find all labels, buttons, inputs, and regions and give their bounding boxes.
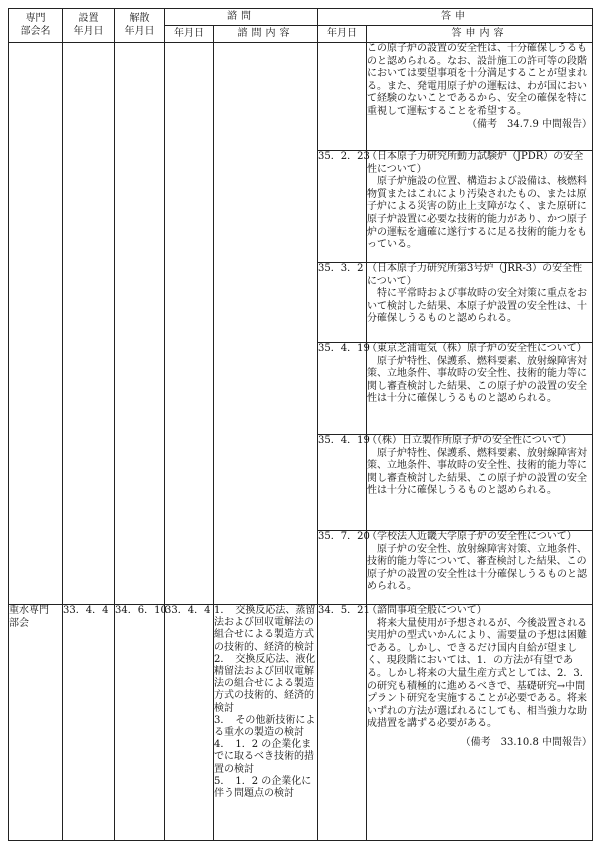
consult-item: 4． 1．2 の企業化までに取るべき技術的措置の検討 [214,739,314,775]
header-dissolved: 解散 年月日 [115,9,165,43]
cell-committee-prev [9,43,63,605]
report-text-body: この原子炉の設置の安全性は、十分確保しうるものと認められる。なお、設計施工の許可等の段階においては要望事項を十分満足することが望まれる。また、発電用原子炉の運転は、わが国において経験のないことであるから、安全の確保を特に重視して運転することを希望する。 [367,43,587,117]
report-text: （日本原子力研究所動力試験炉（JPDR）の安全性について） 原子炉施設の位置、構造および設備は、核燃料物質またはこれにより汚染されたもの、または原子炉による災害の防止上支障がなく、また原研に原子炉設置に必要な技術的能力があり、かつ原子炉の運転を適確に遂行するに足る技術的能力をもっている。 [367,151,593,263]
report-date: 35．7．20 [318,531,367,605]
report-date [318,43,367,151]
header-consultation: 諮問 [165,9,318,26]
report-text [367,605,593,841]
report-text: （日本原子力研究所第3号炉（JRR-3）の安全性について） 特に平常時および事故時の安全対策に重点をおいて検討した結果、本原子炉設置の安全性は、十分確保しうるものと認められる。 [367,263,593,343]
header-report: 答申 [318,9,593,26]
report-text: （学校法人近畿大学原子炉の安全性について） 原子炉の安全性、放射線障害対策、立地条件、技術的能力等について、審査検討した結果、この原子炉の設置の安全性は十分確保しうるものと認められる。 [367,531,593,605]
header-report-content: 答申内容 [367,26,593,43]
report-date: 35．2．23 [318,151,367,263]
consult-item: 2． 交換反応法、液化精留法および回収電解法の組合せによる製造方式の技術的、経済的検討 [214,653,316,714]
consult-item: 3． その他新技術による重水の製造の検討 [214,714,316,739]
cell-dissolved-prev [115,43,165,605]
consult-item: 5． 1．2 の企業化に伴う問題点の検討 [214,775,312,800]
header-committee: 専門 部会名 [9,9,63,43]
consult-date: 33．4．4 [165,605,214,841]
header-established: 設置 年月日 [63,9,115,43]
report-date: 35．4．19 [318,435,367,531]
dissolved-date: 34．6．10 [115,605,165,841]
report-note: （備考 34.7.9 中間報告） [467,118,592,130]
document-page [8,8,592,841]
header-report-date: 年月日 [318,26,367,43]
consult-item: 1． 交換反応法、蒸留法および回収電解法の組合せによる製造方式の技術的、経済的検討 [214,605,316,653]
report-date: 35．3．2 [318,263,367,343]
report-text [367,43,593,151]
cell-consult-content-prev [214,43,318,605]
report-date: 34．5．21 [318,605,367,841]
header-consult-date: 年月日 [165,26,214,43]
cell-established-prev [63,43,115,605]
established-date: 33．4．4 [63,605,115,841]
report-text-body: （諮問事項全般について） 将来大量使用が予想されるが、今後設置される実用炉の型式いかんにより、需要量の予想は困難である。しかし、できるだけ国内自給が望ましく、現段階においては、1．の方法が有望である。しかし将来の大量生産方式としては、2．3．の研究も積極的に進めるべきで、基礎研究→中間プラント研究を実施することが必要である。将来いずれの方法が選ばれるにしても、相当強力な助成措置を講ずる必要がある。 [367,605,590,730]
header-consult-content: 諮問内容 [214,26,318,43]
cell-consult-date-prev [165,43,214,605]
report-note: （備考 33.10.8 中間報告） [460,736,592,748]
consult-items [214,605,318,841]
report-text: （（株）日立製作所原子炉の安全性について） 原子炉特性、保護系、燃料要素、放射線障害対策、立地条件、事故時の安全性、技術的能力等に関し審査検討した結果、この原子炉の設置の安全性は十分に確保しうるものと認められる。 [367,435,593,531]
council-table [8,8,593,841]
committee-heavy-water: 重水専門 部会 [9,605,63,841]
report-date: 35．4．19 [318,343,367,435]
report-text: （東京芝浦電気（株）原子炉の安全性について） 原子炉特性、保護系、燃料要素、放射線障害対策、立地条件、事故時の安全性、技術的能力等に関し審査検討した結果、この原子炉の設置の安全性は十分に確保しうるものと認められる。 [367,343,593,435]
